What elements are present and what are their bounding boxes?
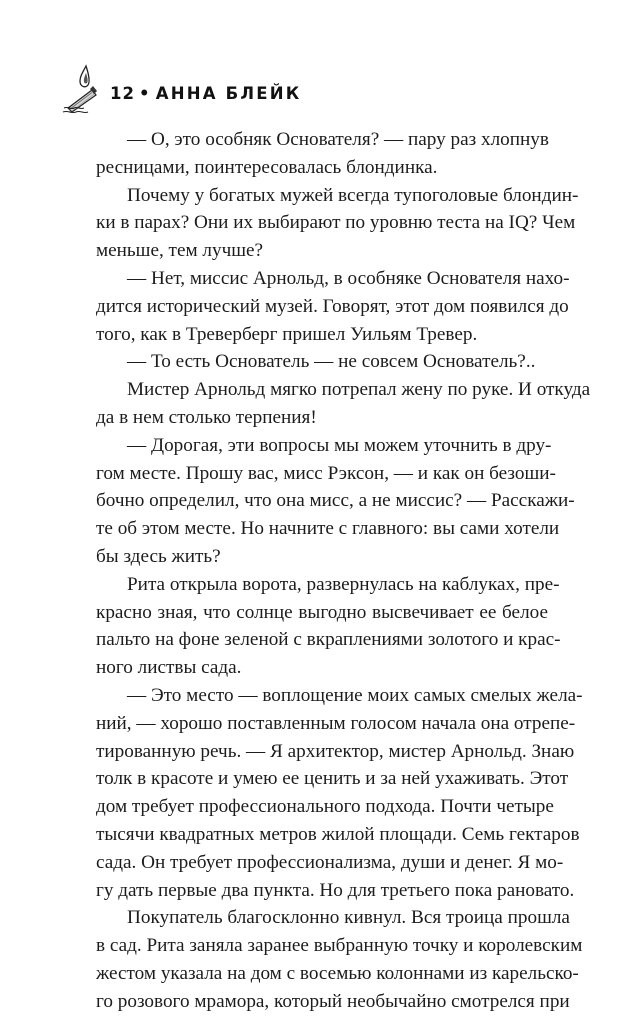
text-line: в сад. Рита заняла заранее выбранную точку и королевским [96,935,583,957]
text-line: сада. Он требует профессионализма, души и денег. Я мо- [96,851,564,873]
text-line: ки в парах? Они их выбирают по уровню теста на IQ? Чем [96,212,576,234]
text-line: Почему у богатых мужей всегда тупоголовые блондин- [127,184,579,206]
text-line: Рита открыла ворота, развернулась на каблуках, пре- [127,573,560,595]
text-line: гом месте. Прошу вас, мисс Рэксон, — и как он безоши- [96,462,556,484]
text-line: Покупатель благосклонно кивнул. Вся троица прошла [127,907,570,929]
text-line: ного листвы сада. [96,657,242,679]
publisher-logo-icon [62,64,106,114]
text-line: тысячи квадратных метров жилой площади. Семь гектаров [96,823,580,845]
text-line: ний, — хорошо поставленным голосом начала она отрепе- [96,712,576,734]
text-line: красно зная, что солнце выгодно высвечивает ее белое [96,601,548,623]
text-line: те об этом месте. Но начните с главного: вы сами хотели [96,518,560,540]
text-line: — Дорогая, эти вопросы мы можем уточнить в дру- [127,434,552,456]
separator-dot: • [138,84,152,103]
text-line: гу дать первые два пункта. Но для третьего пока рановато. [96,879,575,901]
text-line: — То есть Основатель — не совсем Основатель?.. [127,351,536,373]
running-head [62,64,362,114]
body-text [96,126,591,1016]
text-line: дом требует профессионального подхода. Почти четыре [96,796,554,818]
author-name: АННА БЛЕЙК [155,84,302,103]
text-line: дится исторический музей. Говорят, этот дом появился до [96,295,569,317]
text-line: да в нем столько терпения! [96,406,317,428]
text-line: ресницами, поинтересовалась блондинка. [96,156,438,178]
text-line: — Нет, миссис Арнольд, в особняке Основателя нахо- [127,267,570,289]
page-number: 12 [110,84,135,103]
text-line: Мистер Арнольд мягко потрепал жену по руке. И откуда [127,379,591,401]
text-line: — Это место — воплощение моих самых смелых жела- [127,684,583,706]
text-line: меньше, тем лучше? [96,240,264,262]
running-head-text [110,84,301,103]
text-line: пальто на фоне зеленой с вкраплениями золотого и крас- [96,629,561,651]
text-line: го розового мрамора, который необычайно смотрелся при [96,990,570,1012]
text-line: того, как в Треверберг пришел Уильям Тревер. [96,323,478,345]
text-line: толк в красоте и умею ее ценить и за ней ухаживать. Этот [96,768,569,790]
text-line: — О, это особняк Основателя? — пару раз хлопнув [127,129,549,150]
text-line: бочно определил, что она мисс, а не миссис? — Расскажи- [96,490,575,512]
text-line: тированную речь. — Я архитектор, мистер Арнольд. Знаю [96,740,575,762]
text-line: бы здесь жить? [96,545,221,567]
text-line: жестом указала на дом с восемью колоннами из карельско- [96,962,579,984]
